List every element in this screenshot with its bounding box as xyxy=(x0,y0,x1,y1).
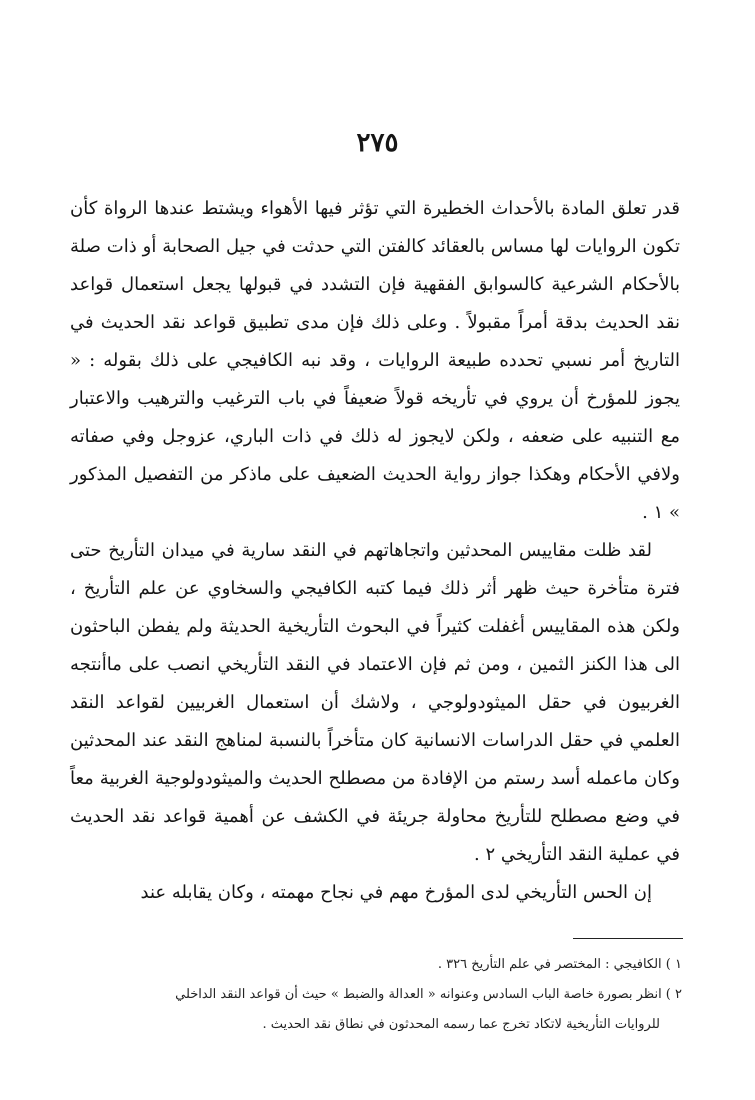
paragraph-3: إن الحس التأريخي لدى المؤرخ مهم في نجاح مهمته ، وكان يقابله عند xyxy=(140,882,652,903)
footnote-2-continuation: للروايات التأريخية لاتكاد تخرج عما رسمه المحدثون في نطاق نقد الحديث . xyxy=(262,1017,660,1032)
paragraph-2: لقد ظلت مقاييس المحدثين واتجاهاتهم في النقد سارية في ميدان التأريخ حتى فترة متأخرة حيث ظهر أثر ذلك فيما كتبه الكافيجي والسخاوي عن علم التأريخ ، ولكن هذه المقاييس أغفلت كثيراً في البحوث التأريخية الحديثة ولم يفطن الباحثون الى هذا الكنز الثمين ، ومن ثم فإن الاعتماد في النقد التأريخي انصب على ماأنتجه الغربيون في حقل الميثودولوجي ، ولاشك أن استعمال الغربيين لقواعد النقد العلمي في حقل الدراسات الانسانية كان متأخراً بالنسبة لمناهج النقد عند المحدثين وكان ماعمله أسد رستم من الإفادة من مصطلح الحديث والميثودولوجية الغربية معاً في وضع مصطلح للتأريخ محاولة جريئة في الكشف عن أهمية قواعد نقد الحديث في عملية النقد التأريخي ٢ . xyxy=(70,540,680,865)
footnote-1: ١ ) الكافيجي : المختصر في علم التأريخ ٣٢٦ . xyxy=(437,957,682,972)
paragraph-1: قدر تعلق المادة بالأحداث الخطيرة التي تؤثر فيها الأهواء ويشتط عندها الرواة كأن تكون الروايات لها مساس بالعقائد كالفتن التي حدثت في جيل الصحابة أو ذات صلة بالأحكام الشرعية كالسوابق الفقهية فإن التشدد في قبولها يجعل استعمال قواعد نقد الحديث بدقة أمراً مقبولاً . وعلى ذلك فإن مدى تطبيق قواعد نقد الحديث في التاريخ أمر نسبي تحدده طبيعة الروايات ، وقد نبه الكافيجي على ذلك بقوله : « يجوز للمؤرخ أن يروي في تأريخه قولاً ضعيفاً في باب الترغيب والترهيب والاعتبار مع التنبيه على ضعفه ، ولكن لايجوز له ذلك في ذات الباري، عزوجل وفي صفاته ولافي الأحكام وهكذا جواز رواية الحديث الضعيف على ماذكر من التفصيل المذكور » ١ . xyxy=(70,198,680,523)
main-text xyxy=(70,190,680,912)
footnote-separator xyxy=(573,938,683,939)
footnotes xyxy=(70,950,682,1040)
page-number: ٢٧٥ xyxy=(356,128,399,158)
footnote-2: ٢ ) انظر بصورة خاصة الباب السادس وعنوانه « العدالة والضبط » حيث أن قواعد النقد الداخلي xyxy=(175,987,682,1002)
